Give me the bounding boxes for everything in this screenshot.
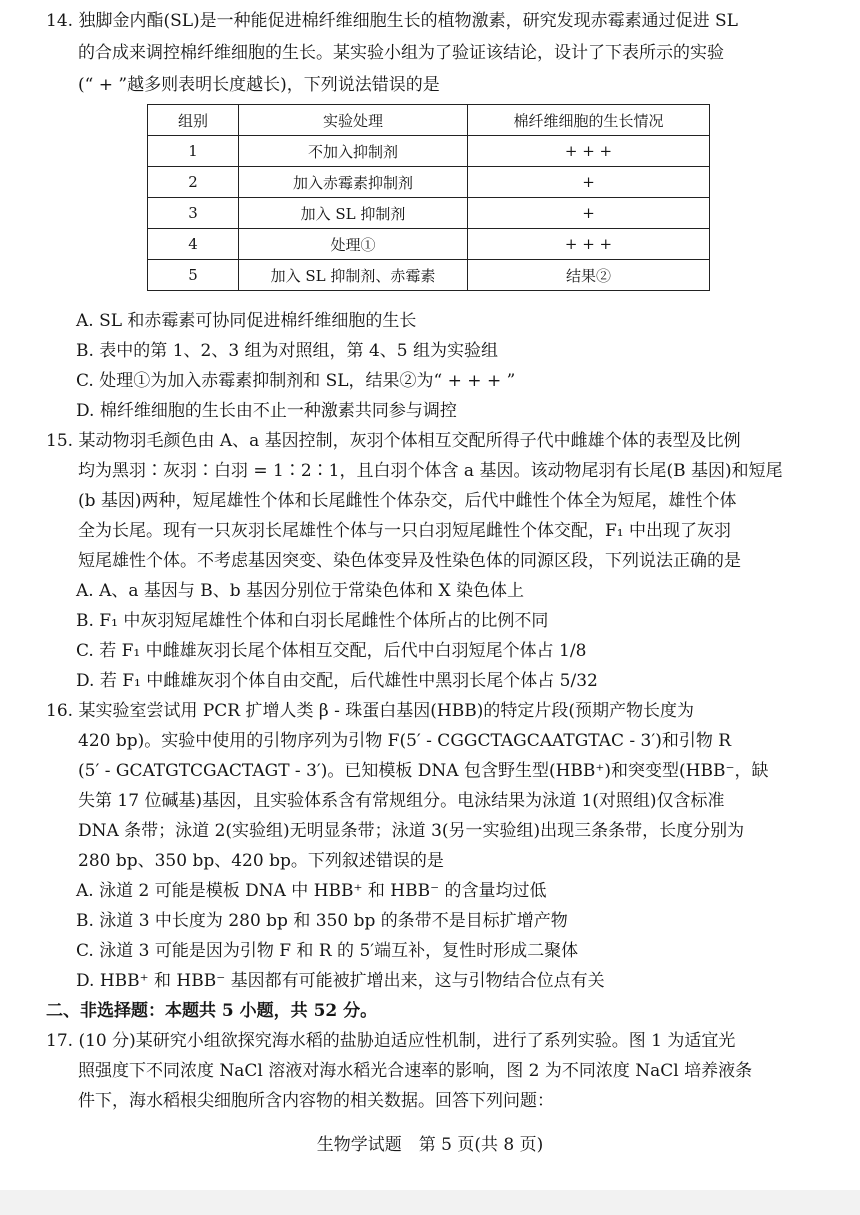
table-header-cell: 棉纤维细胞的生长情况	[468, 105, 710, 136]
q15-stem-line-4: 全为长尾。现有一只灰羽长尾雄性个体与一只白羽短尾雌性个体交配，F₁ 中出现了灰羽	[78, 521, 732, 541]
q15-stem-line-1: 15. 某动物羽毛颜色由 A、a 基因控制，灰羽个体相互交配所得子代中雌雄个体的表型及比例	[46, 431, 741, 451]
table-row	[148, 198, 710, 229]
q14-option-c: C. 处理①为加入赤霉素抑制剂和 SL，结果②为“ + + + ”	[76, 371, 516, 391]
table-cell: +	[468, 198, 710, 229]
q16-option-a: A. 泳道 2 可能是模板 DNA 中 HBB⁺ 和 HBB⁻ 的含量均过低	[76, 881, 547, 901]
table-cell: 结果②	[468, 260, 710, 291]
table-cell: 4	[148, 229, 239, 260]
q16-stem-line-5: DNA 条带；泳道 2(实验组)无明显条带；泳道 3(另一实验组)出现三条条带，长度分别为	[78, 821, 745, 841]
q14-option-b: B. 表中的第 1、2、3 组为对照组，第 4、5 组为实验组	[76, 341, 498, 361]
q15-stem-line-3: (b 基因)两种，短尾雄性个体和长尾雌性个体杂交，后代中雌性个体全为短尾，雄性个体	[78, 491, 737, 511]
q14-option-d: D. 棉纤维细胞的生长由不止一种激素共同参与调控	[76, 401, 457, 421]
table-header-cell: 实验处理	[239, 105, 468, 136]
q16-stem-line-1: 16. 某实验室尝试用 PCR 扩增人类 β - 珠蛋白基因(HBB)的特定片段(预期产物长度为	[46, 701, 694, 721]
q16-stem-line-3: (5′ - GCATGTCGACTAGT - 3′)。已知模板 DNA 包含野生型(HBB⁺)和突变型(HBB⁻，缺	[78, 761, 769, 781]
q14-option-a: A. SL 和赤霉素可协同促进棉纤维细胞的生长	[76, 311, 417, 331]
table-row	[148, 136, 710, 167]
q16-option-d: D. HBB⁺ 和 HBB⁻ 基因都有可能被扩增出来，这与引物结合位点有关	[76, 971, 605, 991]
bottom-strip	[0, 1190, 860, 1215]
table-cell: 2	[148, 167, 239, 198]
q16-option-b: B. 泳道 3 中长度为 280 bp 和 350 bp 的条带不是目标扩增产物	[76, 911, 568, 931]
table-cell: 3	[148, 198, 239, 229]
q15-option-d: D. 若 F₁ 中雌雄灰羽个体自由交配，后代雄性中黑羽长尾个体占 5/32	[76, 671, 598, 691]
table-cell: 1	[148, 136, 239, 167]
q15-option-b: B. F₁ 中灰羽短尾雄性个体和白羽长尾雌性个体所占的比例不同	[76, 611, 549, 631]
page-footer: 生物学试题 第 5 页(共 8 页)	[316, 1135, 544, 1155]
experiment-table	[147, 104, 710, 291]
q15-stem-line-5: 短尾雄性个体。不考虑基因突变、染色体变异及性染色体的同源区段，下列说法正确的是	[78, 551, 741, 571]
q15-option-a: A. A、a 基因与 B、b 基因分别位于常染色体和 X 染色体上	[76, 581, 524, 601]
q15-stem-line-2: 均为黑羽∶灰羽∶白羽 = 1∶2∶1，且白羽个体含 a 基因。该动物尾羽有长尾(B 基因)和短尾	[78, 461, 783, 481]
q17-stem-line-3: 件下，海水稻根尖细胞所含内容物的相关数据。回答下列问题：	[78, 1091, 554, 1111]
q14-stem-line-1: 14. 独脚金内酯(SL)是一种能促进棉纤维细胞生长的植物激素，研究发现赤霉素通过促进 SL	[46, 11, 738, 31]
section-heading: 二、非选择题：本题共 5 小题，共 52 分。	[46, 1001, 378, 1021]
table-header-cell: 组别	[148, 105, 239, 136]
table-cell: 加入赤霉素抑制剂	[239, 167, 468, 198]
table-cell: 加入 SL 抑制剂、赤霉素	[239, 260, 468, 291]
q14-stem-line-2: 的合成来调控棉纤维细胞的生长。某实验小组为了验证该结论，设计了下表所示的实验	[78, 43, 724, 63]
table-row	[148, 260, 710, 291]
table-header-row	[148, 105, 710, 136]
q16-option-c: C. 泳道 3 可能是因为引物 F 和 R 的 5′端互补，复性时形成二聚体	[76, 941, 579, 961]
q17-stem-line-2: 照强度下不同浓度 NaCl 溶液对海水稻光合速率的影响，图 2 为不同浓度 NaCl 培养液条	[78, 1061, 753, 1081]
table-row	[148, 229, 710, 260]
q14-stem-line-3: (“ + ”越多则表明长度越长)，下列说法错误的是	[78, 75, 440, 95]
q16-stem-line-2: 420 bp)。实验中使用的引物序列为引物 F(5′ - CGGCTAGCAATGTAC - 3′)和引物 R	[78, 731, 732, 751]
table-cell: 5	[148, 260, 239, 291]
q16-stem-line-4: 失第 17 位碱基)基因，且实验体系含有常规组分。电泳结果为泳道 1(对照组)仅含标准	[78, 791, 725, 811]
table-cell: + + +	[468, 229, 710, 260]
table-cell: 加入 SL 抑制剂	[239, 198, 468, 229]
table-row	[148, 167, 710, 198]
table-cell: + + +	[468, 136, 710, 167]
q17-stem-line-1: 17. (10 分)某研究小组欲探究海水稻的盐胁迫适应性机制，进行了系列实验。图 1 为适宜光	[46, 1031, 736, 1051]
table-cell: 处理①	[239, 229, 468, 260]
table-cell: +	[468, 167, 710, 198]
q15-option-c: C. 若 F₁ 中雌雄灰羽长尾个体相互交配，后代中白羽短尾个体占 1/8	[76, 641, 587, 661]
table-cell: 不加入抑制剂	[239, 136, 468, 167]
q16-stem-line-6: 280 bp、350 bp、420 bp。下列叙述错误的是	[78, 851, 444, 871]
